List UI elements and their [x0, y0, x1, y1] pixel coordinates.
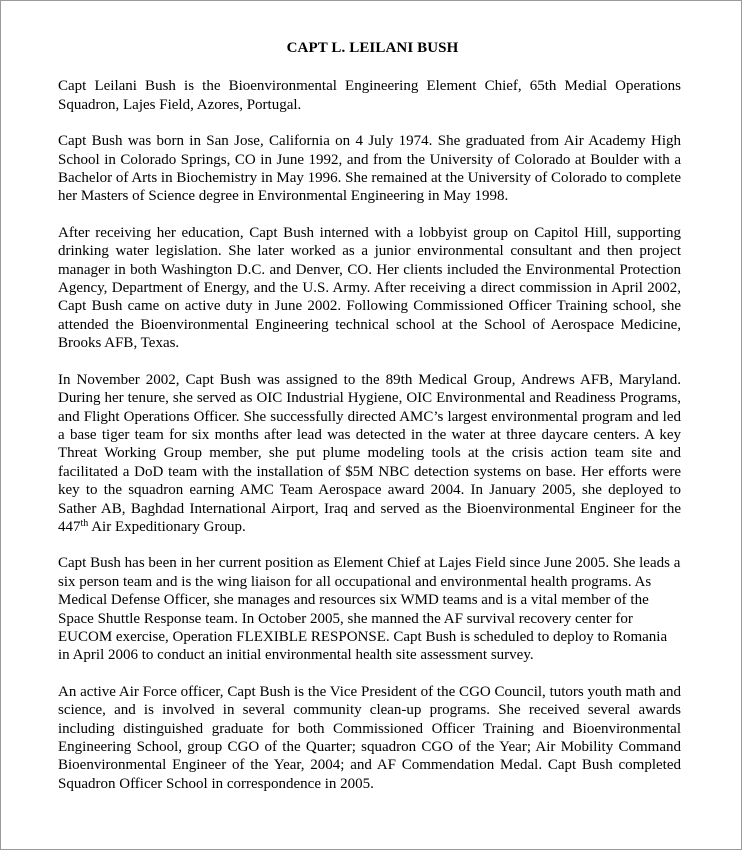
paragraph-early-career: After receiving her education, Capt Bush interned with a lobbyist group on Capitol Hill, supporting drinking water legislation. She later worked as a junior environmental consultant and then project manager in both Washington D.C. and Denver, CO. Her clients included the Environmental Protection Agency, Department of Energy, and the U.S. Army. After receiving a direct commission in April 2002, Capt Bush came on active duty in June 2002. Following Commissioned Officer Training school, she attended the Bioenvironmental Engineering technical school at the School of Aerospace Medicine, Brooks AFB, Texas.	[58, 224, 681, 352]
paragraph-andrews-end: Air Expeditionary Group.	[88, 518, 246, 535]
document-title: CAPT L. LEILANI BUSH	[286, 40, 459, 56]
paragraph-community-awards: An active Air Force officer, Capt Bush is the Vice President of the CGO Council, tutors youth math and science, and is involved in several community clean-up programs. She received several awards including distinguished graduate for both Commissioned Officer Training and Bioenvironmental Engineering School, group CGO of the Quarter; squadron CGO of the Year; Air Mobility Command Bioenvironmental Engineer of the Year, 2004; and AF Commendation Medal. Capt Bush completed Squadron Officer School in correspondence in 2005.	[58, 683, 681, 792]
ordinal-superscript: th	[80, 517, 89, 529]
paragraph-andrews-text: In November 2002, Capt Bush was assigned to the 89th Medical Group, Andrews AFB, Maryland. During her tenure, she served as OIC Industrial Hygiene, OIC Environmental and Readiness Programs, and Flight Operations Officer. She successfully directed AMC’s largest environmental program and led a base tiger team for six months after lead was detected in the water at three daycare centers. A key Threat Working Group member, she put plume modeling tools at the crisis action team site and facilitated a DoD team with the installation of $5M NBC detection systems on base. Her efforts were key to the squadron earning AMC Team Aerospace award 2004. In January 2005, she deployed to Sather AB, Baghdad International Airport, Iraq and served as the Bioenvironmental Engineer for the 447	[58, 371, 681, 535]
paragraph-position: Capt Leilani Bush is the Bioenvironmental Engineering Element Chief, 65th Medial Operations Squadron, Lajes Field, Azores, Portugal.	[58, 78, 681, 113]
biography-body	[58, 39, 681, 811]
paragraph-current-position: Capt Bush has been in her current position as Element Chief at Lajes Field since June 2005. She leads a six person team and is the wing liaison for all occupational and environmental health programs. As Medical Defense Officer, she manages and resources six WMD teams and is a vital member of the Space Shuttle Response team. In October 2005, she manned the AF survival recovery center for EUCOM exercise, Operation FLEXIBLE RESPONSE. Capt Bush is scheduled to deploy to Romania in April 2006 to conduct an initial environmental health site assessment survey.	[58, 555, 681, 664]
paragraph-andrews-assignment	[58, 371, 681, 537]
paragraph-education: Capt Bush was born in San Jose, California on 4 July 1974. She graduated from Air Academy High School in Colorado Springs, CO in June 1992, and from the University of Colorado at Boulder with a Bachelor of Arts in Biochemistry in May 1996. She remained at the University of Colorado to complete her Masters of Science degree in Environmental Engineering in May 1998.	[58, 133, 681, 205]
